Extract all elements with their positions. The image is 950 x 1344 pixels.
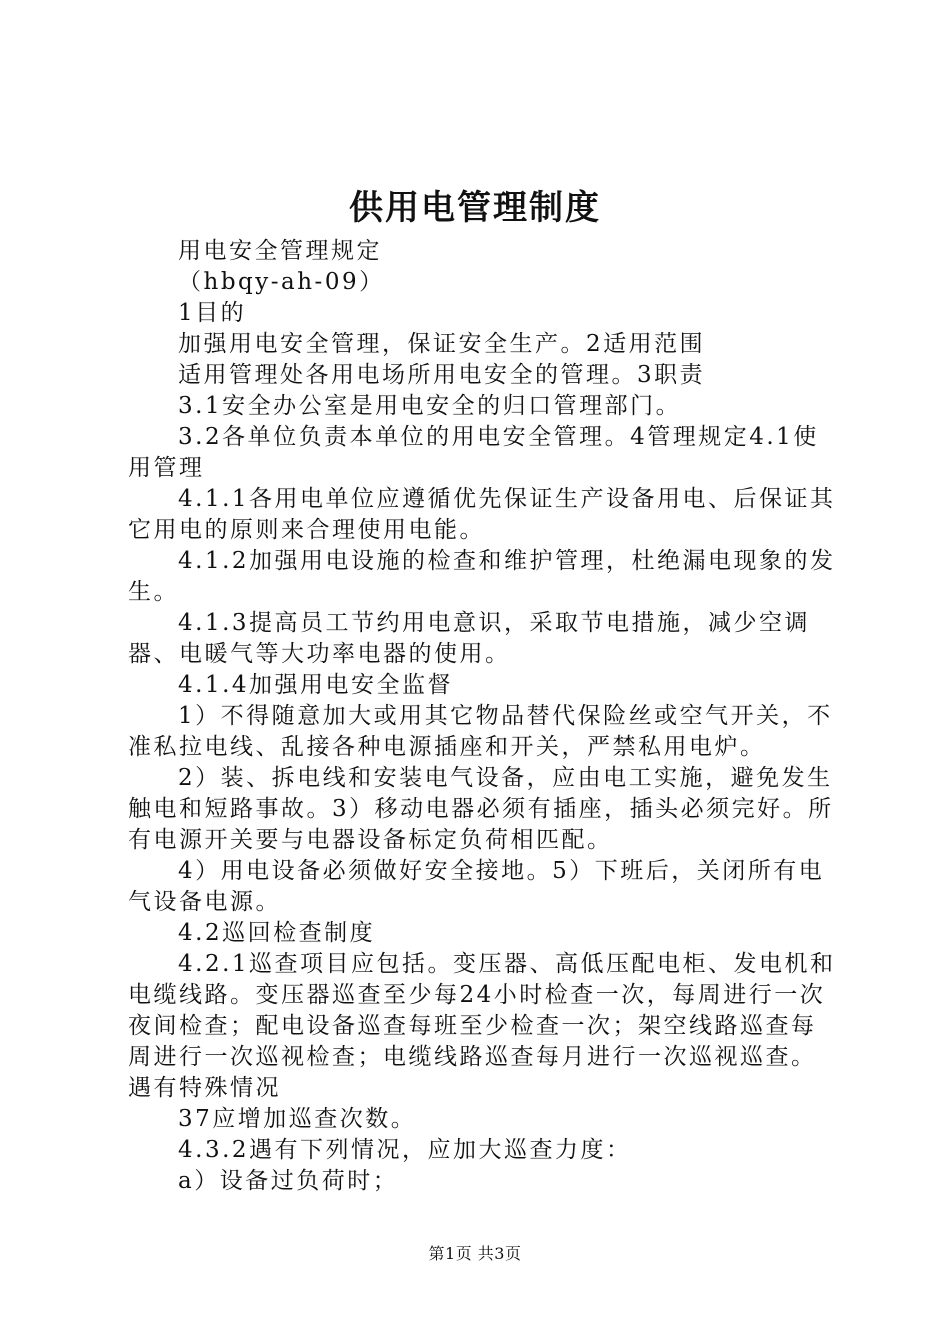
paragraph: （hbqy-ah-09） — [178, 269, 385, 295]
paragraph: 适用管理处各用电场所用电安全的管理。3职责 — [178, 362, 706, 388]
document-body — [128, 236, 840, 1197]
paragraph: 4.2.1巡查项目应包括。变压器、高低压配电柜、发电机和电缆线路。变压器巡查至少每24小时检查一次，每周进行一次夜间检查；配电设备巡查每班至少检查一次；架空线路巡查每周进行一次巡视检查；电缆线路巡查每月进行一次巡视巡查。遇有特殊情况 — [128, 951, 836, 1101]
paragraph: a）设备过负荷时； — [178, 1168, 399, 1194]
paragraph: 4.1.3提高员工节约用电意识，采取节电措施，减少空调器、电暖气等大功率电器的使用。 — [128, 610, 811, 667]
paragraph: 1目的 — [178, 300, 247, 326]
document-title: 供用电管理制度 — [349, 188, 601, 228]
paragraph: 3.1安全办公室是用电安全的归口管理部门。 — [178, 393, 682, 419]
paragraph: 加强用电安全管理，保证安全生产。2适用范围 — [178, 331, 706, 357]
paragraph: 4.3.2遇有下列情况，应加大巡查力度： — [178, 1137, 632, 1163]
paragraph: 4.1.4加强用电安全监督 — [178, 672, 454, 698]
paragraph: 2）装、拆电线和安装电气设备，应由电工实施，避免发生触电和短路事故。3）移动电器必须有插座，插头必须完好。所有电源开关要与电器设备标定负荷相匹配。 — [128, 765, 834, 853]
paragraph: 3.2各单位负责本单位的用电安全管理。4管理规定4.1使用管理 — [128, 424, 819, 481]
paragraph: 4.1.2加强用电设施的检查和维护管理，杜绝漏电现象的发生。 — [128, 548, 836, 605]
paragraph: 1）不得随意加大或用其它物品替代保险丝或空气开关，不准私拉电线、乱接各种电源插座和开关，严禁私用电炉。 — [128, 703, 833, 760]
paragraph: 4）用电设备必须做好安全接地。5）下班后，关闭所有电气设备电源。 — [128, 858, 825, 915]
paragraph: 4.2巡回检查制度 — [178, 920, 376, 946]
paragraph: 用电安全管理规定 — [178, 238, 382, 264]
paragraph: 4.1.1各用电单位应遵循优先保证生产设备用电、后保证其它用电的原则来合理使用电能。 — [128, 486, 836, 543]
paragraph: 37应增加巡查次数。 — [178, 1106, 417, 1132]
page-footer: 第1页 共3页 — [428, 1244, 522, 1263]
